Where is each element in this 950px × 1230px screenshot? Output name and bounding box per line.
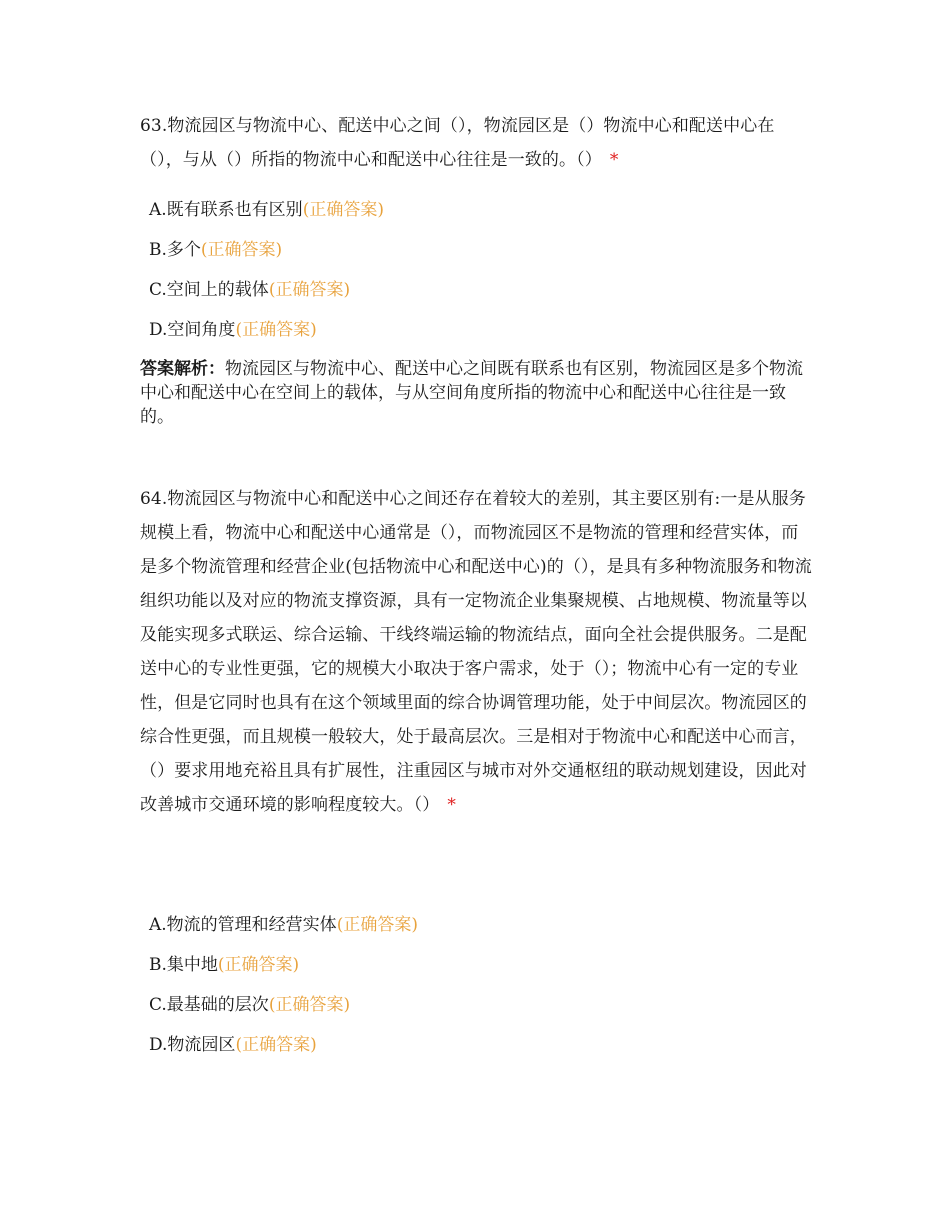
question-63-text: 63.物流园区与物流中心、配送中心之间（），物流园区是（）物流中心和配送中心在（），与从（）所指的物流中心和配送中心往往是一致的。（） bbox=[140, 116, 775, 170]
option-text: B.集中地 bbox=[149, 955, 218, 975]
option-text: A.既有联系也有区别 bbox=[149, 200, 303, 220]
question-63-option-c bbox=[149, 278, 350, 302]
question-63-option-d bbox=[149, 318, 317, 342]
option-text: B.多个 bbox=[149, 240, 201, 260]
question-64-option-d bbox=[149, 1033, 317, 1057]
question-64-option-b bbox=[149, 953, 299, 977]
analysis-text: 物流园区与物流中心、配送中心之间既有联系也有区别，物流园区是多个物流中心和配送中心在空间上的载体，与从空间角度所指的物流中心和配送中心往往是一致的。 bbox=[140, 359, 803, 427]
question-64-stem bbox=[140, 482, 812, 822]
question-63-stem bbox=[140, 109, 812, 177]
option-text: D.空间角度 bbox=[149, 320, 236, 340]
question-63-option-a bbox=[149, 198, 384, 222]
option-text: D.物流园区 bbox=[149, 1035, 236, 1055]
correct-answer-tag: (正确答案) bbox=[235, 320, 317, 340]
question-63-analysis bbox=[140, 357, 812, 429]
required-mark: * bbox=[609, 150, 619, 170]
correct-answer-tag: (正确答案) bbox=[268, 995, 351, 1015]
analysis-label: 答案解析： bbox=[140, 359, 225, 379]
option-text: C.空间上的载体 bbox=[149, 280, 269, 300]
question-64-text: 64.物流园区与物流中心和配送中心之间还存在着较大的差别，其主要区别有:一是从服务规模上看，物流中心和配送中心通常是（），而物流园区不是物流的管理和经营实体，而是多个物流管理和经营企业(包括物流中心和配送中心)的（），是具有多种物流服务和物流组织功能以及对应的物流支撑资源，具有一定物流企业集聚规模、占地规模、物流量等以及能实现多式联运、综合运输、干线终端运输的物流结点，面向全社会提供服务。二是配送中心的专业性更强，它的规模大小取决于客户需求，处于（）；物流中心有一定的专业性，但是它同时也具有在这个领域里面的综合协调管理功能，处于中间层次。物流园区的综合性更强，而且规模一般较大，处于最高层次。三是相对于物流中心和配送中心而言，（）要求用地充裕且具有扩展性，注重园区与城市对外交通枢纽的联动规划建设，因此对改善城市交通环境的影响程度较大。（） bbox=[140, 489, 812, 815]
correct-answer-tag: (正确答案) bbox=[217, 955, 300, 975]
required-mark: * bbox=[447, 795, 456, 815]
correct-answer-tag: (正确答案) bbox=[268, 280, 351, 300]
question-64-option-c bbox=[149, 993, 350, 1017]
correct-answer-tag: (正确答案) bbox=[302, 200, 384, 220]
option-text: A.物流的管理和经营实体 bbox=[149, 915, 337, 935]
correct-answer-tag: (正确答案) bbox=[235, 1035, 317, 1055]
option-text: C.最基础的层次 bbox=[149, 995, 269, 1015]
question-63-option-b bbox=[149, 238, 282, 262]
question-64-option-a bbox=[149, 913, 418, 937]
correct-answer-tag: (正确答案) bbox=[200, 240, 283, 260]
correct-answer-tag: (正确答案) bbox=[336, 915, 418, 935]
